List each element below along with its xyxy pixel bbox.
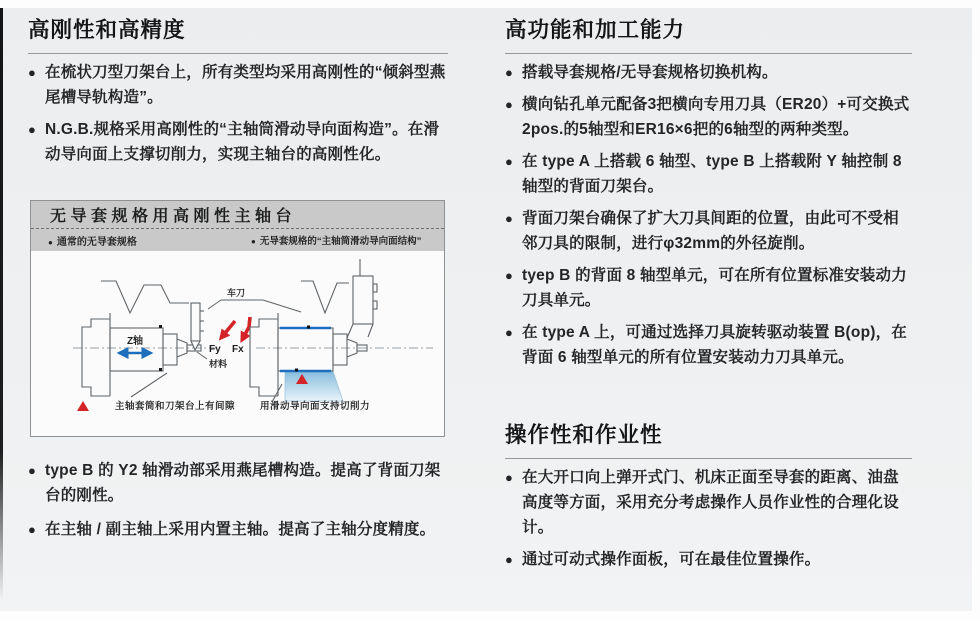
cutting-tool-body: [191, 303, 200, 341]
legend-right-text: 无导套规格的“主轴筒滑动导向面结构”: [259, 236, 422, 247]
bullet-icon: ●: [505, 65, 514, 80]
spindle-diagram-box: [30, 200, 445, 437]
list-item: [505, 60, 914, 85]
sleeve-collar: [333, 334, 347, 365]
diagram-canvas: [31, 251, 444, 435]
bullet-icon: ●: [28, 65, 37, 80]
rigidity-bullets-bottom: [28, 458, 449, 549]
tool-leader-lines: [208, 300, 301, 312]
caption-left: 主轴套筒和刀架台上有间隙: [115, 401, 236, 412]
caption-leader-line: [272, 384, 282, 402]
legend-left: [48, 233, 137, 248]
guide-surface-area: [285, 371, 343, 401]
rigidity-bullets: [28, 60, 449, 174]
list-item: [505, 320, 914, 370]
operability-bullets: [505, 465, 914, 579]
bullet-text: 在梳状刀型刀架台上，所有类型均采用高刚性的“倾斜型燕尾槽导轨构造”。: [45, 64, 446, 106]
bullet-text: 在大开口向上弹开式门、机床正面至导套的距离、油盘高度等方面，采用充分考虑操作人员作业性的合理化设计。: [522, 469, 899, 536]
diagram-title: 无导套规格用高刚性主轴台: [31, 201, 444, 229]
bullet-text: 在 type A 上，可通过选择刀具旋转驱动装置 B(op)，在背面 6 轴型单元的所有位置安装动力刀具单元。: [522, 324, 907, 366]
sleeve-collar: [163, 334, 177, 365]
bullet-icon: ●: [505, 552, 514, 567]
page-title: 高刚性和高精度: [28, 13, 448, 54]
list-item: [28, 60, 449, 110]
spindle-sleeve: [278, 328, 333, 371]
contact-mark: [307, 326, 310, 329]
bullet-text: 背面刀架台确保了扩大刀具间距的位置，由此可不受相邻刀具的限制，进行φ32mm的外径旋削。: [522, 210, 899, 252]
bullet-text: 通过可动式操作面板，可在最佳位置操作。: [522, 551, 821, 568]
headstock-outline: [250, 313, 278, 396]
bullet-icon: ●: [28, 122, 37, 137]
capability-bullets: [505, 60, 914, 377]
bullet-text: tyep B 的背面 8 轴型单元，可在所有位置标准安装动力刀具单元。: [522, 267, 907, 309]
list-item: [505, 149, 914, 199]
spindle-sleeve: [110, 328, 163, 371]
bullet-icon: ●: [505, 325, 514, 340]
section-operability-heading: [505, 418, 912, 459]
fy-force-arrow: [221, 321, 235, 338]
bullet-text: 在 type A 上搭载 6 轴型、type B 上搭载附 Y 轴控制 8 轴型的背面刀架台。: [522, 153, 902, 195]
contact-mark: [295, 369, 298, 372]
legend-bullet-icon: ●: [251, 237, 256, 246]
list-item: [505, 547, 914, 572]
legend-bullet-icon: ●: [48, 238, 53, 247]
material-leader-line: [197, 352, 207, 359]
bullet-icon: ●: [505, 470, 514, 485]
z-axis-label: Z轴: [126, 336, 144, 347]
bullet-icon: ●: [505, 211, 514, 226]
tool-unit-body: [353, 276, 373, 324]
scan-edge-shadow: [0, 8, 3, 600]
bullet-icon: ●: [505, 97, 514, 112]
section-title: 操作性和作业性: [505, 418, 912, 459]
fx-label: Fx: [232, 344, 244, 355]
left-machine-drawing: [73, 281, 217, 397]
bullet-icon: ●: [28, 463, 37, 478]
fx-force-arrow: [242, 317, 250, 340]
material-label: 材料: [209, 359, 228, 369]
list-item: [505, 263, 914, 313]
spindle-diagram-svg: [31, 251, 444, 435]
legend-right: [251, 233, 421, 247]
clearance-mark: [159, 325, 162, 328]
clearance-mark: [159, 368, 162, 371]
bullet-text: 在主轴 / 副主轴上采用内置主轴。提高了主轴分度精度。: [45, 521, 436, 538]
bullet-icon: ●: [505, 154, 514, 169]
bullet-text: 搭载导套规格/无导套规格切换机构。: [522, 64, 778, 81]
right-machine-drawing: [250, 259, 433, 402]
list-item: [505, 206, 914, 256]
turning-tool-label: 车刀: [226, 288, 246, 298]
caption-leader-line: [131, 373, 167, 397]
list-item: [505, 92, 914, 142]
tool-post-arm: [301, 281, 349, 313]
bullet-text: 横向钻孔单元配备3把横向专用刀具（ER20）+可交换式2pos.的5轴型和ER16×6把的6轴型的两种类型。: [522, 96, 910, 138]
list-item: [505, 465, 914, 540]
legend-left-text: 通常的无导套规格: [56, 237, 137, 248]
bullet-text: type B 的 Y2 轴滑动部采用燕尾槽构造。提高了背面刀架台的刚性。: [45, 462, 441, 504]
headstock-outline: [82, 313, 110, 396]
bullet-text: N.G.B.规格采用高刚性的“主轴筒滑动导向面构造”。在滑动导向面上支撑切削力，实现主轴台的高刚性化。: [45, 121, 440, 163]
list-item: [28, 458, 449, 508]
caption-right: 用滑动导向面支持切削力: [260, 401, 371, 412]
section-capability-heading: [505, 13, 912, 54]
diagram-legend-row: [31, 229, 444, 251]
bullet-icon: ●: [505, 268, 514, 283]
list-item: [28, 117, 449, 167]
bullet-icon: ●: [28, 522, 37, 537]
tool-post-arm: [101, 281, 189, 313]
red-triangle-marker: [77, 401, 89, 411]
fy-label: Fy: [209, 344, 221, 355]
section-title: 高功能和加工能力: [505, 13, 912, 54]
list-item: [28, 517, 449, 542]
section-rigidity-heading: [28, 13, 448, 54]
